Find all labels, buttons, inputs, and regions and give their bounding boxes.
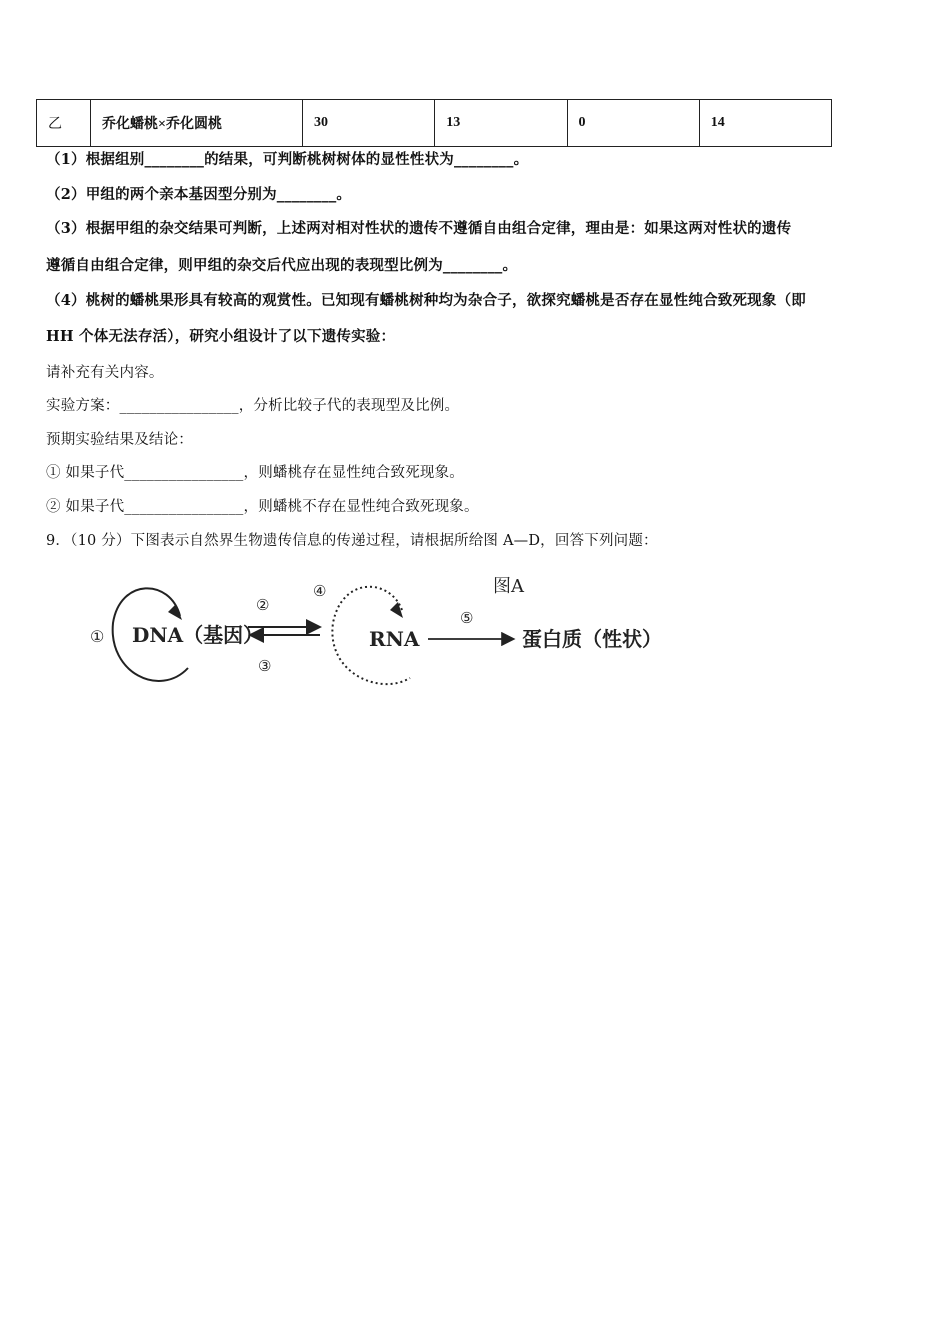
table-cell-group: 乙 (37, 100, 91, 147)
step-3-label: ③ (258, 657, 272, 675)
genetic-flow-diagram (80, 568, 700, 698)
table-cell-count: 0 (567, 100, 699, 147)
question-4-result-2: ② 如果子代________________，则蟠桃不存在显性纯合致死现象。 (46, 499, 479, 515)
question-4-expected: 预期实验结果及结论： (46, 432, 193, 448)
replication-arrowhead (168, 604, 182, 620)
question-4-line-2: HH 个体无法存活），研究小组设计了以下遗传实验： (46, 328, 396, 345)
table-cell-count: 14 (699, 100, 831, 147)
question-3-line-1: （3）根据甲组的杂交结果可判断，上述两对相对性状的遗传不遵循自由组合定律，理由是：如果这两对性状的遗传 (46, 220, 792, 237)
figure-title: 图A (493, 576, 524, 597)
step-5-label: ⑤ (460, 609, 474, 627)
question-9: 9．（10 分）下图表示自然界生物遗传信息的传递过程，请根据所给图 A—D，回答下列问题： (46, 533, 658, 549)
step-4-label: ④ (313, 582, 327, 600)
step-1-label: ① (90, 627, 105, 646)
question-1: （1）根据组别________的结果，可判断桃树树体的显性性状为________。 (46, 151, 529, 168)
rna-label: RNA (369, 627, 420, 651)
table-cell-count: 13 (435, 100, 567, 147)
step-2-label: ② (256, 596, 270, 614)
dna-label: DNA（基因） (132, 623, 264, 647)
question-2: （2）甲组的两个亲本基因型分别为________。 (46, 186, 352, 203)
table-row (37, 100, 832, 147)
question-4-line-1: （4）桃树的蟠桃果形具有较高的观赏性。已知现有蟠桃树种均为杂合子，欲探究蟠桃是否存在显性纯合致死现象（即 (46, 292, 806, 309)
question-4-line-3: 请补充有关内容。 (46, 365, 164, 381)
question-4-experiment-plan: 实验方案：________________，分析比较子代的表现型及比例。 (46, 398, 460, 414)
question-3-line-2: 遵循自由组合定律，则甲组的杂交后代应出现的表现型比例为________。 (46, 257, 518, 274)
protein-label: 蛋白质（性状） (522, 627, 662, 651)
table-cell-cross: 乔化蟠桃×乔化圆桃 (91, 100, 303, 147)
data-table (36, 99, 832, 147)
table-cell-count: 30 (303, 100, 435, 147)
question-4-result-1: ① 如果子代________________，则蟠桃存在显性纯合致死现象。 (46, 465, 465, 481)
